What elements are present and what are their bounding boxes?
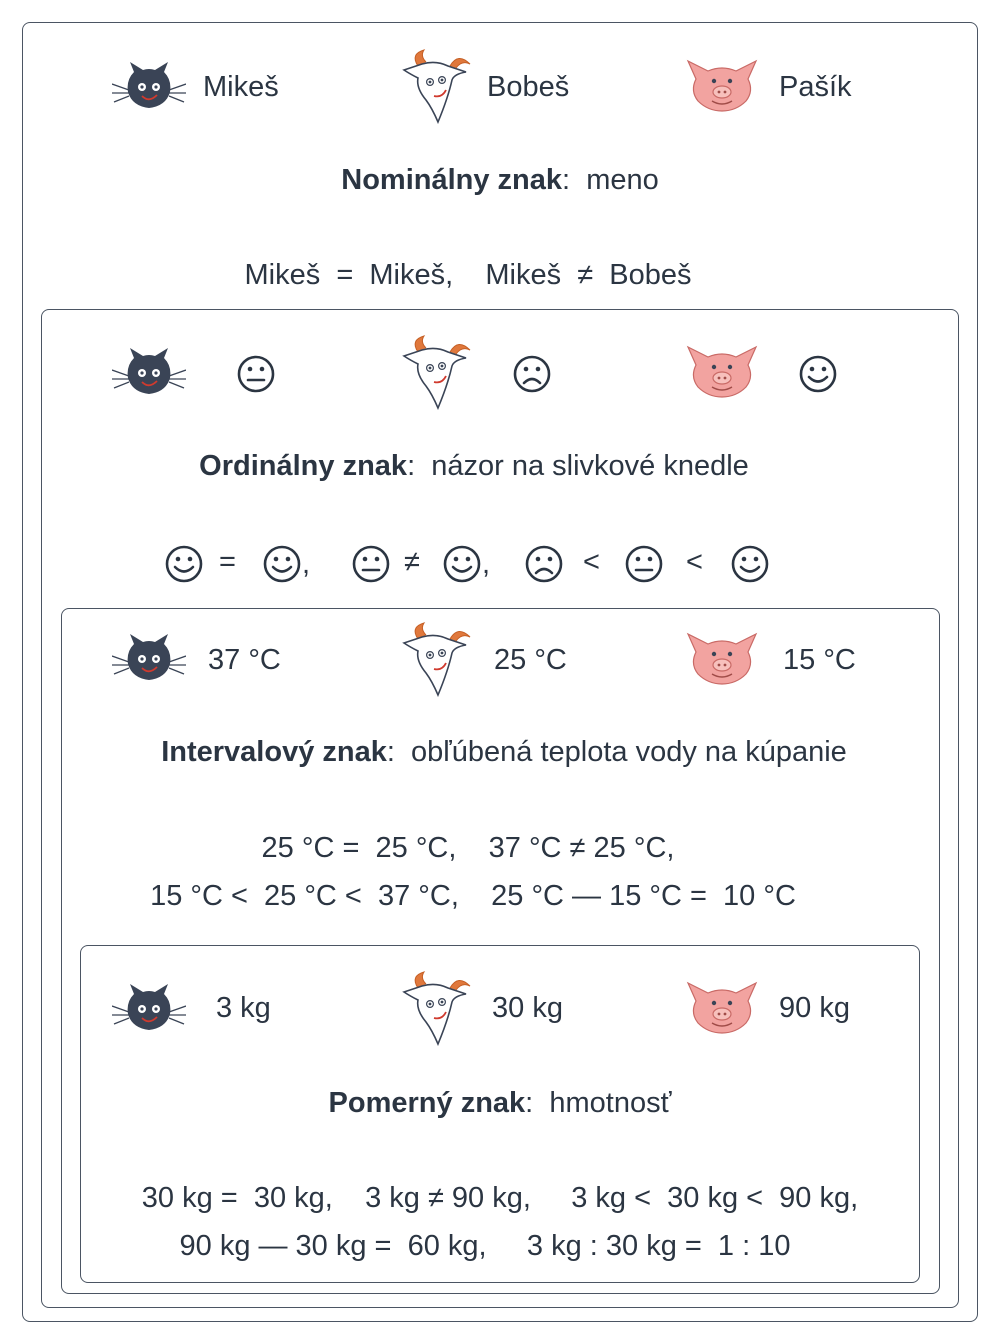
interval-relations-line1: 25 °C = 25 °C, 37 °C ≠ 25 °C, (261, 832, 675, 864)
nominal-goat-value: Bobeš (487, 71, 570, 103)
ordinal-lt-sign: < (583, 546, 600, 578)
goat-face-icon (396, 621, 474, 697)
nominal-pig-value: Pašík (779, 71, 852, 103)
ordinal-title-bold: Ordinálny znak (199, 450, 408, 482)
pig-face-icon (684, 632, 760, 686)
ratio-relations-line1: 30 kg = 30 kg, 3 kg ≠ 90 kg, 3 kg < 30 kg < 90 kg, (141, 1182, 859, 1214)
neutral-smiley-icon (236, 354, 276, 394)
goat-face-icon (396, 48, 474, 124)
happy-smiley-icon (730, 544, 770, 584)
neutral-smiley-icon (624, 544, 664, 584)
cat-face-icon (112, 634, 186, 682)
goat-face-icon (396, 970, 474, 1046)
happy-smiley-icon (164, 544, 204, 584)
ordinal-title-rest: : názor na slivkové knedle (407, 450, 749, 482)
ratio-pig-value: 90 kg (779, 992, 850, 1024)
pig-face-icon (684, 345, 760, 399)
nominal-title (0, 166, 1000, 195)
sad-smiley-icon (524, 544, 564, 584)
interval-cat-value: 37 °C (208, 644, 281, 676)
pig-face-icon (684, 981, 760, 1035)
ordinal-neq-sign: ≠ (404, 546, 420, 578)
ordinal-comma: , (302, 548, 311, 580)
ratio-title-rest: : hmotnosť (525, 1087, 672, 1119)
ordinal-eq-sign: = (219, 546, 236, 578)
goat-face-icon (396, 334, 474, 410)
nominal-cat-value: Mikeš (203, 71, 279, 103)
ordinal-lt-sign: < (686, 546, 703, 578)
ordinal-comma: , (482, 548, 491, 580)
neutral-smiley-icon (351, 544, 391, 584)
cat-face-icon (112, 984, 186, 1032)
ordinal-title (0, 452, 974, 481)
cat-face-icon (112, 348, 186, 396)
pig-face-icon (684, 59, 760, 113)
ratio-goat-value: 30 kg (492, 992, 563, 1024)
nominal-title-rest: : meno (562, 164, 659, 196)
interval-title-bold: Intervalový znak (161, 736, 387, 768)
ratio-title (0, 1089, 1000, 1118)
ratio-relations-line2: 90 kg — 30 kg = 60 kg, 3 kg : 30 kg = 1 : 10 (179, 1230, 791, 1262)
happy-smiley-icon (262, 544, 302, 584)
interval-title (4, 738, 1000, 767)
happy-smiley-icon (442, 544, 482, 584)
nominal-title-bold: Nominálny znak (341, 164, 563, 196)
cat-face-icon (112, 62, 186, 110)
interval-relations-line2: 15 °C < 25 °C < 37 °C, 25 °C — 15 °C = 10 °C (150, 880, 796, 912)
happy-smiley-icon (798, 354, 838, 394)
interval-title-rest: : obľúbená teplota vody na kúpanie (386, 736, 847, 768)
ratio-title-bold: Pomerný znak (328, 1087, 526, 1119)
interval-pig-value: 15 °C (783, 644, 856, 676)
sad-smiley-icon (512, 354, 552, 394)
ratio-cat-value: 3 kg (216, 992, 271, 1024)
interval-goat-value: 25 °C (494, 644, 567, 676)
nominal-relations: Mikeš = Mikeš, Mikeš ≠ Bobeš (244, 259, 692, 291)
